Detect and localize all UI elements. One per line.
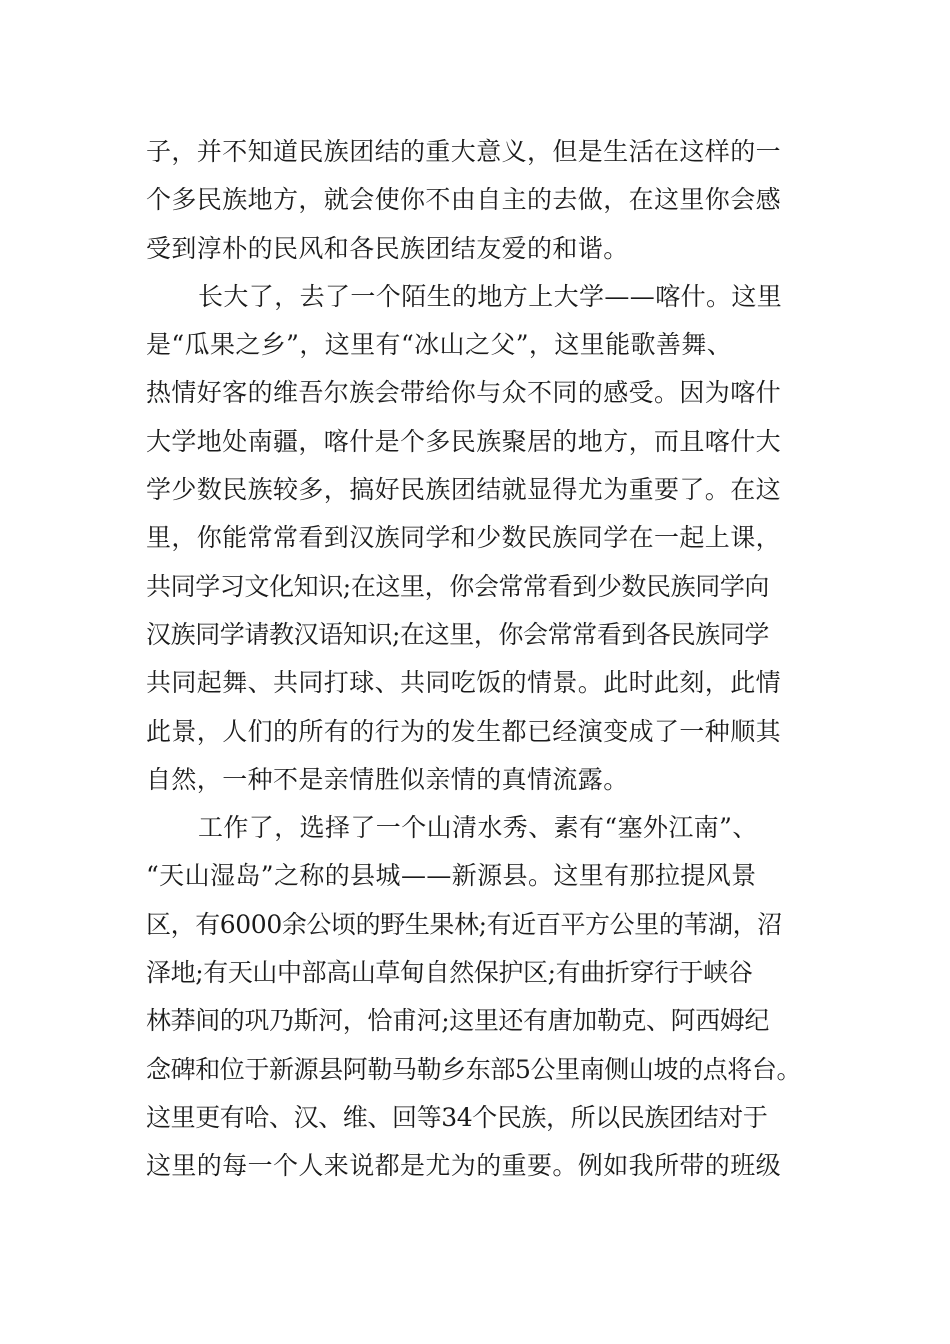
text-line: 自然，一种不是亲情胜似亲情的真情流露。 (146, 764, 629, 794)
body-text (146, 128, 836, 1191)
text-line: 个多民族地方，就会使你不由自主的去做，在这里你会感 (146, 185, 782, 215)
text-line: “天山湿岛”之称的县城——新源县。这里有那拉提风景 (146, 861, 757, 891)
text-line: 受到淳朴的民风和各民族团结友爱的和谐。 (146, 233, 629, 263)
text-line: 林莽间的巩乃斯河，恰甫河;这里还有唐加勒克、阿西姆纪 (146, 1006, 770, 1036)
text-line: 大学地处南疆，喀什是个多民族聚居的地方，而且喀什大 (146, 426, 782, 456)
text-line: 汉族同学请教汉语知识;在这里，你会常常看到各民族同学 (146, 619, 770, 649)
paragraph-first-line: 工作了，选择了一个山清水秀、素有“塞外江南”、 (198, 813, 758, 843)
text-line: 这里的每一个人来说都是尤为的重要。例如我所带的班级 (146, 1151, 782, 1181)
text-line: 热情好客的维吾尔族会带给你与众不同的感受。因为喀什 (146, 378, 782, 408)
text-line: 共同学习文化知识;在这里，你会常常看到少数民族同学向 (146, 571, 770, 601)
text-line: 共同起舞、共同打球、共同吃饭的情景。此时此刻，此情 (146, 668, 782, 698)
text-line: 这里更有哈、汉、维、回等34个民族，所以民族团结对于 (146, 1102, 768, 1132)
text-line: 此景，人们的所有的行为的发生都已经演变成了一种顺其 (146, 716, 782, 746)
text-line: 子，并不知道民族团结的重大意义，但是生活在这样的一 (146, 137, 782, 166)
text-line: 泽地;有天山中部高山草甸自然保护区;有曲折穿行于峡谷 (146, 958, 753, 988)
text-line: 是“瓜果之乡”，这里有“冰山之父”，这里能歌善舞、 (146, 330, 733, 360)
text-line: 学少数民族较多，搞好民族团结就显得尤为重要了。在这 (146, 475, 782, 505)
text-line: 念碑和位于新源县阿勒马勒乡东部5公里南侧山坡的点将台。 (146, 1054, 802, 1084)
paragraph-first-line: 长大了，去了一个陌生的地方上大学——喀什。这里 (198, 281, 783, 311)
text-line: 里，你能常常看到汉族同学和少数民族同学在一起上课， (146, 523, 782, 553)
text-line: 区，有6000余公顷的野生果林;有近百平方公里的苇湖，沼 (146, 909, 782, 939)
